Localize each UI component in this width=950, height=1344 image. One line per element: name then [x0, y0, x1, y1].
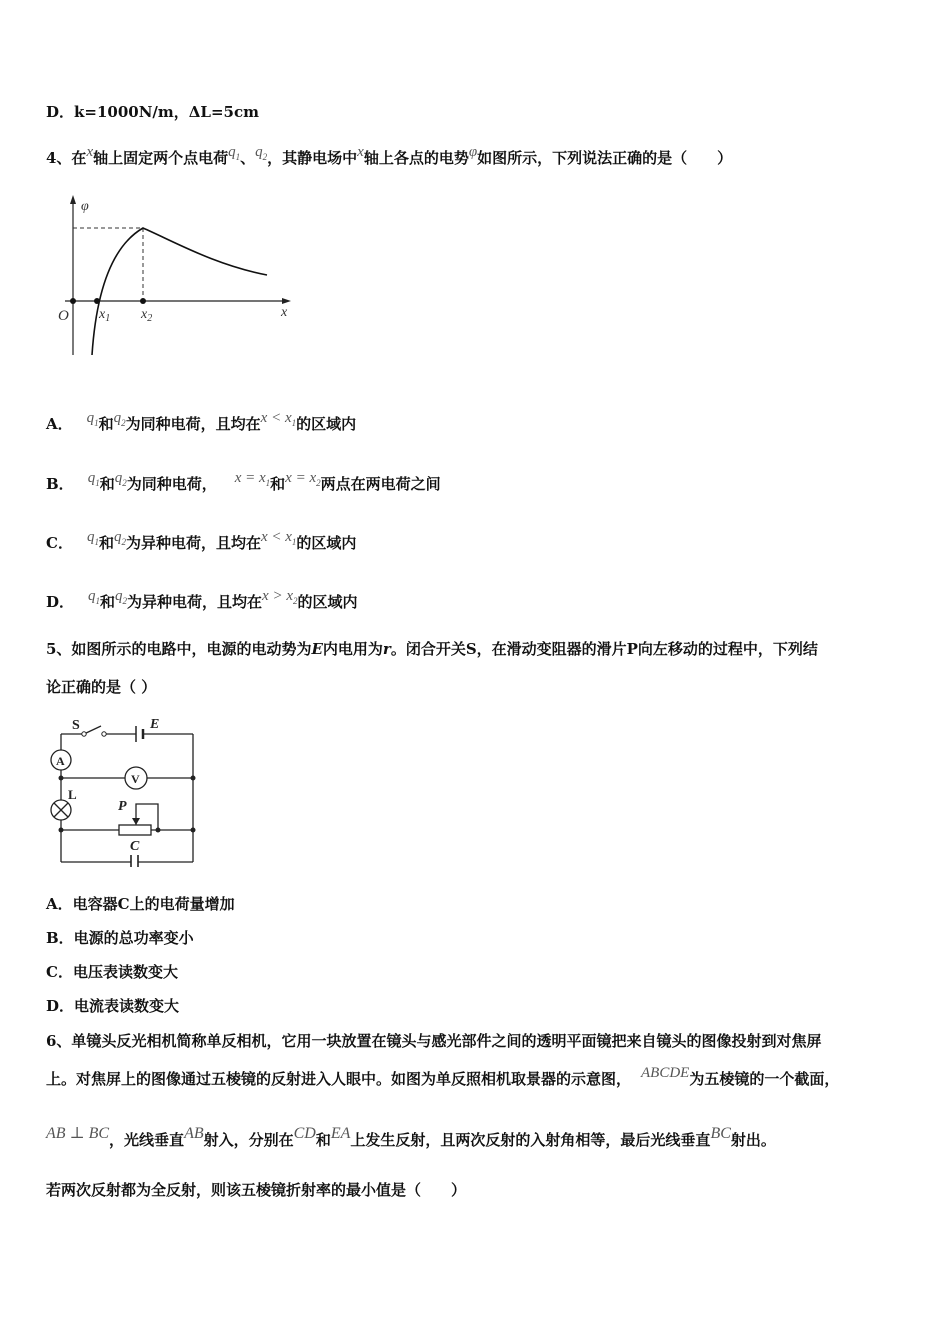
y-axis-arrow-icon — [70, 195, 76, 204]
switch-label: S — [72, 718, 80, 733]
q5-circuit-diagram — [46, 712, 206, 867]
q4-option-b: B． $q_1$和$q_2$为同种电荷， $x = x_1$和$x = x_2$两点在两电荷之间 — [46, 470, 441, 493]
slider-label: P — [118, 799, 127, 814]
origin-label: O — [58, 308, 69, 324]
q3-option-d: D．k=1000N/m，ΔL=5cm — [46, 103, 259, 121]
x1-label: $x_1$ — [99, 307, 111, 324]
q5-option-a: A．电容器C上的电荷量增加 — [46, 895, 235, 913]
lamp-label: L — [68, 787, 77, 802]
voltmeter-label: V — [131, 772, 140, 786]
x-axis-arrow-icon — [282, 298, 291, 304]
slider-wire — [136, 804, 158, 830]
capacitor-label: C — [130, 839, 140, 854]
q5-option-b: B．电源的总功率变小 — [46, 929, 194, 947]
q5-option-c: C．电压表读数变大 — [46, 963, 178, 981]
q4-stem: 4、在x轴上固定两个点电荷$q_1$、$q_2$，其静电场中x轴上各点的电势φ如图所示，下列说法正确的是（ ） — [46, 144, 733, 167]
switch-contact-2 — [102, 732, 106, 736]
node-2 — [191, 776, 196, 781]
node-3 — [59, 828, 64, 833]
q4-potential-graph — [55, 190, 305, 360]
node-4 — [191, 828, 196, 833]
slider-arrow-icon — [132, 818, 140, 825]
battery-label: E — [150, 717, 160, 732]
node-1 — [59, 776, 64, 781]
q4-option-a: A． $q_1$和$q_2$为同种电荷，且均在$x < x_1$的区域内 — [46, 410, 357, 433]
x2-point — [140, 298, 146, 304]
q6-line1: 6、单镜头反光相机简称单反相机，它用一块放置在镜头与感光部件之间的透明平面镜把来自镜头的图像投射到对焦屏 — [46, 1032, 822, 1050]
q4-option-c: C． $q_1$和$q_2$为异种电荷，且均在$x < x_1$的区域内 — [46, 529, 357, 552]
switch-blade — [84, 726, 101, 734]
q4-option-d: D． $q_1$和$q_2$为异种电荷，且均在$x > x_2$的区域内 — [46, 588, 358, 611]
x2-label: $x_2$ — [141, 307, 153, 324]
ammeter-label: A — [56, 754, 65, 768]
node-5 — [156, 828, 161, 833]
x1-point — [94, 298, 100, 304]
origin-point — [70, 298, 76, 304]
q5-stem-line1: 5、如图所示的电路中，电源的电动势为E内电用为r。闭合开关S，在滑动变阻器的滑片P向左移动的过程中，下列结 — [46, 640, 818, 658]
potential-curve — [92, 228, 267, 355]
q5-option-d: D．电流表读数变大 — [46, 997, 180, 1015]
q6-line3: AB ⊥ BC，光线垂直AB射入，分别在CD和EA上发生反射，且两次反射的入射角相等，最后光线垂直BC射出。 — [46, 1125, 776, 1149]
y-axis-label: φ — [81, 199, 89, 214]
switch-contact-1 — [82, 732, 86, 736]
q5-stem-line2: 论正确的是（ ） — [46, 678, 157, 696]
rheostat-body — [119, 825, 151, 835]
q6-line2: 上。对焦屏上的图像通过五棱镜的反射进入人眼中。如图为单反照相机取景器的示意图， ABCDE为五棱镜的一个截面， — [46, 1065, 840, 1088]
x-axis-label: x — [281, 305, 288, 320]
q6-line4: 若两次反射都为全反射，则该五棱镜折射率的最小值是（ ） — [46, 1181, 467, 1199]
